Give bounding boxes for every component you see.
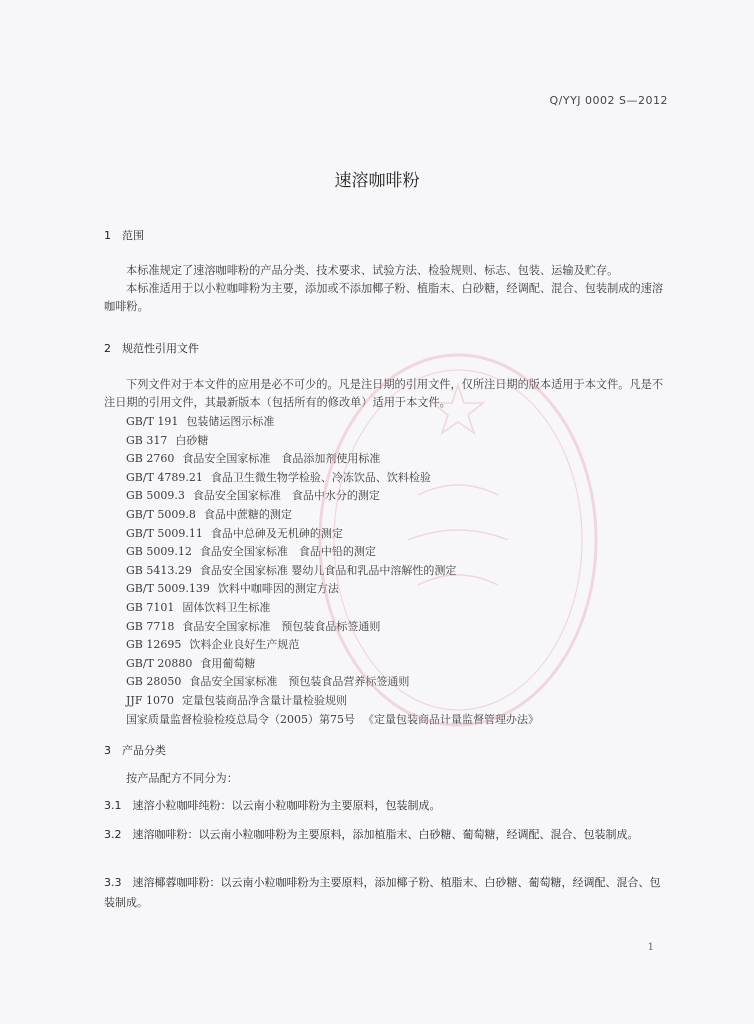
reference-item (126, 580, 539, 599)
reference-title: 白砂糖 (175, 433, 209, 447)
reference-item (126, 618, 539, 637)
reference-code: GB/T 4789.21 (126, 470, 203, 484)
section-title: 规范性引用文件 (122, 342, 199, 355)
reference-code: GB 317 (126, 433, 168, 447)
classification-item-3-1: 3.1 速溶小粒咖啡纯粉：以云南小粒咖啡粉为主要原料，包装制成。 (104, 799, 441, 812)
reference-title: 食品中总砷及无机砷的测定 (210, 526, 343, 540)
reference-title: 食品安全国家标准 婴幼儿食品和乳品中溶解性的测定 (199, 563, 457, 577)
reference-title: 食品安全国家标准 食品中水分的测定 (192, 489, 380, 503)
section-title: 范围 (122, 229, 144, 242)
reference-title: 食品安全国家标准 预包装食品营养标签通则 (189, 675, 410, 689)
reference-code: GB 12695 (126, 638, 182, 652)
reference-item (126, 711, 539, 730)
scope-paragraph-1: 本标准规定了速溶咖啡粉的产品分类、技术要求、试验方法、检验规则、标志、包装、运输及贮存。 (126, 264, 619, 277)
reference-code: GB/T 5009.139 (126, 582, 210, 596)
reference-code: GB/T 5009.11 (126, 526, 203, 540)
reference-item (126, 692, 539, 711)
reference-code: GB 5009.12 (126, 545, 192, 559)
reference-title: 饮料中咖啡因的测定方法 (217, 582, 339, 596)
reference-code: GB 7718 (126, 619, 175, 633)
reference-item (126, 673, 539, 692)
reference-item (126, 432, 539, 451)
reference-title: 食品安全国家标准 食品中铅的测定 (199, 545, 376, 559)
reference-title: 《定量包装商品计量监督管理办法》 (363, 712, 539, 726)
reference-item (126, 562, 539, 581)
reference-item (126, 450, 539, 469)
reference-title: 固体饮料卫生标准 (182, 600, 271, 614)
reference-title: 包装储运图示标准 (186, 415, 275, 428)
section-number: 1 (104, 229, 111, 242)
reference-title: 食品安全国家标准 食品添加剂使用标准 (182, 452, 381, 466)
reference-item (126, 469, 539, 488)
reference-title: 食品安全国家标准 预包装食品标签通则 (182, 619, 381, 633)
reference-item (126, 525, 539, 544)
section-number: 2 (104, 342, 111, 355)
reference-item (126, 636, 539, 655)
page-number: 1 (647, 942, 654, 953)
reference-list (126, 413, 539, 729)
document-title: 速溶咖啡粉 (334, 171, 420, 191)
reference-item (126, 506, 539, 525)
reference-item (126, 599, 539, 618)
section-2-heading (104, 340, 199, 356)
reference-item (126, 413, 539, 432)
section-title: 产品分类 (122, 744, 166, 757)
reference-item (126, 487, 539, 506)
reference-code: GB/T 5009.8 (126, 507, 196, 521)
reference-title: 定量包装商品净含量计量检验规则 (181, 693, 347, 707)
reference-code: JJF 1070 (126, 693, 174, 707)
reference-item (126, 543, 539, 562)
reference-item (126, 655, 539, 674)
reference-code: GB 5413.29 (126, 563, 192, 577)
scope-paragraph-2: 本标准适用于以小粒咖啡粉为主要，添加或不添加椰子粉、植脂末、白砂糖，经调配、混合、包装制成的速溶咖啡粉。 (104, 282, 664, 313)
section-number: 3 (104, 744, 111, 757)
reference-title: 食用葡萄糖 (200, 656, 256, 670)
reference-code: GB 7101 (126, 600, 175, 614)
reference-code: 国家质量监督检验检疫总局令（2005）第75号 (126, 712, 355, 726)
classification-item-3-2: 3.2 速溶咖啡粉：以云南小粒咖啡粉为主要原料，添加植脂末、白砂糖、葡萄糖，经调配、混合、包装制成。 (104, 828, 639, 841)
reference-title: 饮料企业良好生产规范 (189, 638, 300, 652)
document-code: Q/YYJ 0002 S—2012 (549, 94, 668, 107)
reference-code: GB 5009.3 (126, 489, 185, 503)
classification-item-3-3: 3.3 速溶椰蓉咖啡粉：以云南小粒咖啡粉为主要原料，添加椰子粉、植脂末、白砂糖、葡萄糖，经调配、混合、包装制成。 (104, 876, 661, 909)
classification-intro: 按产品配方不同分为： (126, 772, 238, 785)
reference-code: GB 28050 (126, 675, 182, 689)
section-3-heading (104, 742, 166, 758)
reference-code: GB/T 191 (126, 415, 179, 428)
section-1-heading (104, 227, 144, 243)
normative-references-paragraph: 下列文件对于本文件的应用是必不可少的。凡是注日期的引用文件，仅所注日期的版本适用于本文件。凡是不注日期的引用文件，其最新版本（包括所有的修改单）适用于本文件。 (104, 378, 664, 409)
reference-title: 食品卫生微生物学检验、冷冻饮品、饮料检验 (210, 470, 431, 484)
reference-code: GB 2760 (126, 452, 175, 466)
reference-title: 食品中蔗糖的测定 (203, 507, 292, 521)
reference-code: GB/T 20880 (126, 656, 193, 670)
